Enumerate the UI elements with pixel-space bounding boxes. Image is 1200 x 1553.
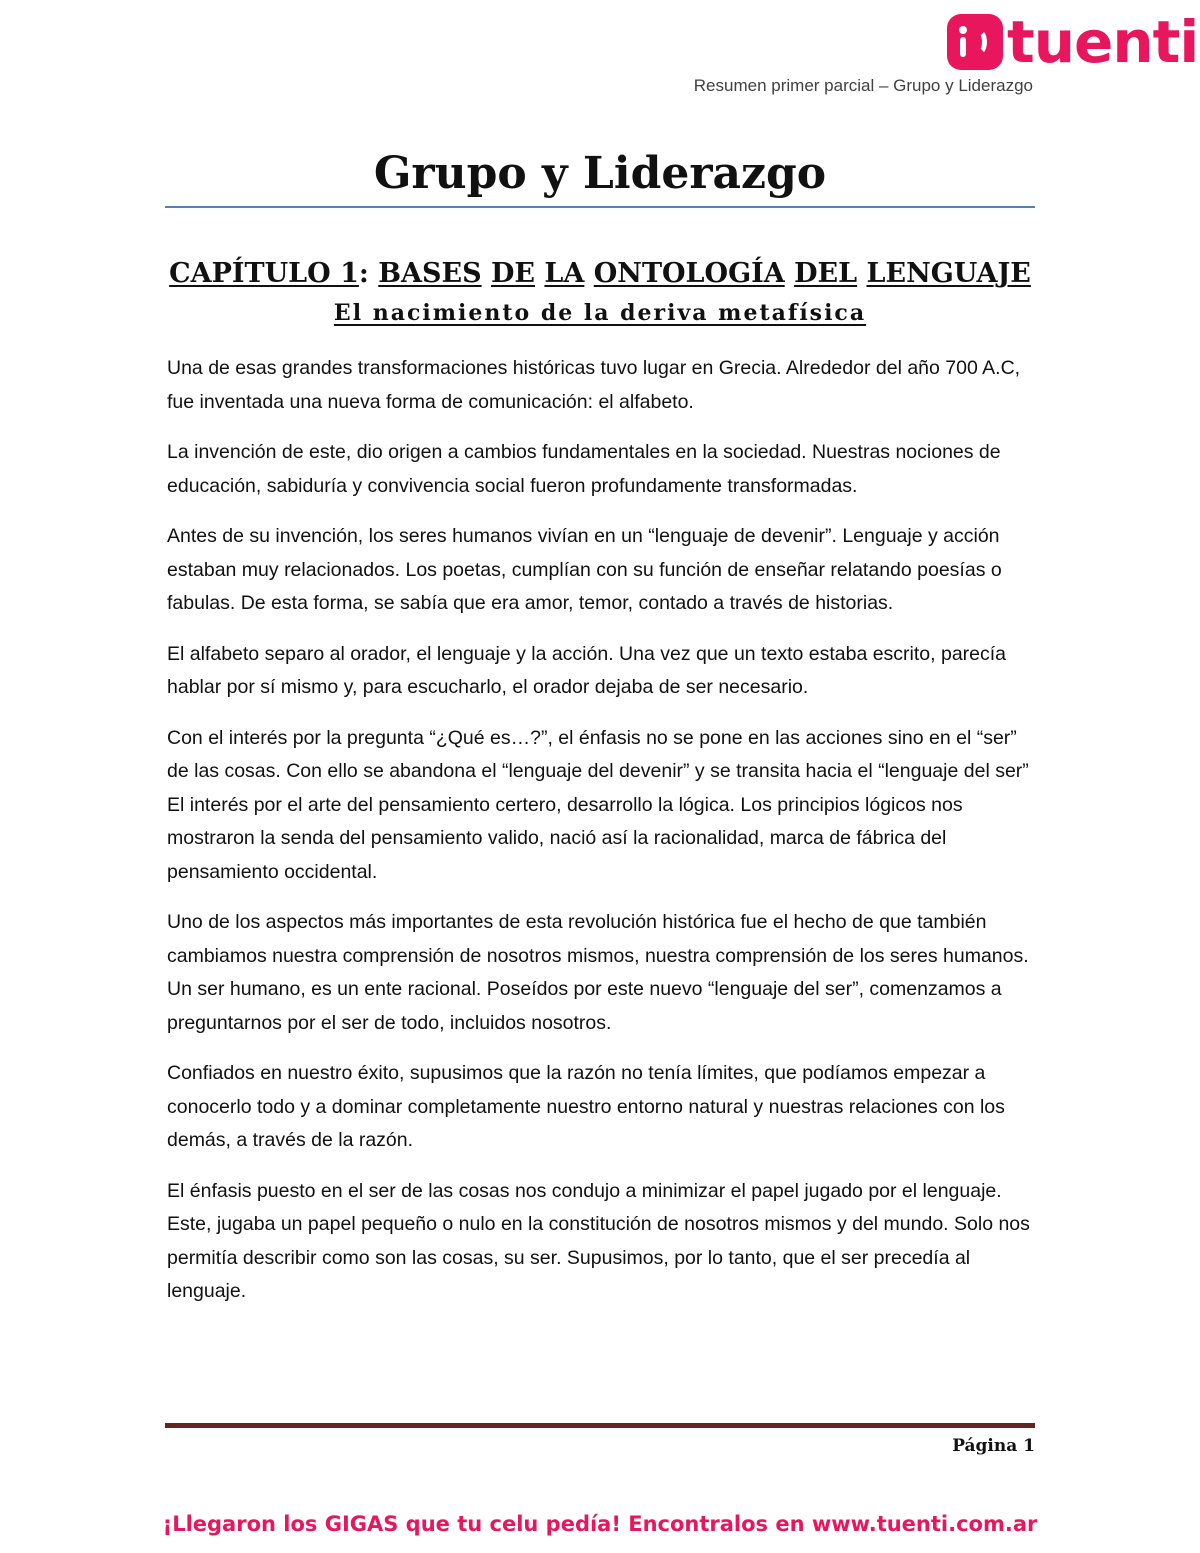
paragraph: Confiados en nuestro éxito, supusimos que la razón no tenía límites, que podíamos empezar a conocerlo todo y a dominar completamente nuestro entorno natural y nuestras relaciones con los demás, a través de la razón. (167, 1062, 1005, 1151)
paragraph: Con el interés por la pregunta “¿Qué es…?”, el énfasis no se pone en las acciones sino en el “ser” de las cosas. Con ello se abandona el “lenguaje del devenir” y se transita hacia el “lenguaje del ser” El interés por el arte del pensamiento certero, desarrollo la lógica. Los principios lógicos nos mostraron la senda del pensamiento valido, nació así la racionalidad, marca de fábrica del pensamiento occidental. (167, 726, 1029, 883)
paragraph: Antes de su invención, los seres humanos vivían en un “lenguaje de devenir”. Lenguaje y acción estaban muy relacionados. Los poetas, cumplían con su función de enseñar relatando poesías o fabulas. De esta forma, se sabía que era amor, temor, contado a través de historias. (167, 525, 1002, 614)
chapter-word: DE (491, 258, 535, 289)
chapter-word: BASES (378, 258, 482, 289)
body-text (167, 352, 1037, 1326)
tuenti-wordmark: tuenti (1007, 8, 1199, 76)
section-title: El nacimiento de la deriva metafísica (333, 300, 867, 326)
paragraph: Una de esas grandes transformaciones históricas tuvo lugar en Grecia. Alrededor del año 700 A.C, fue inventada una nueva forma de comunicación: el alfabeto. (167, 357, 1021, 413)
chapter-label: CAPÍTULO 1 (169, 258, 359, 289)
document-title: Grupo y Liderazgo (373, 148, 827, 199)
promo-banner[interactable]: ¡Llegaron los GIGAS que tu celu pedía! Encontralos en www.tuenti.com.ar (162, 1512, 1038, 1536)
paragraph: La invención de este, dio origen a cambios fundamentales en la sociedad. Nuestras nociones de educación, sabiduría y convivencia social fueron profundamente transformadas. (167, 441, 1001, 497)
tuenti-logo-icon (947, 14, 1003, 70)
paragraph: El énfasis puesto en el ser de las cosas nos condujo a minimizar el papel jugado por el lenguaje. Este, jugaba un papel pequeño o nulo en la constitución de nosotros mismos y del mundo. Solo nos permitía describir como son las cosas, su ser. Supusimos, por lo tanto, que el ser precedía al lenguaje. (167, 1179, 1030, 1302)
tuenti-logo[interactable] (947, 8, 1199, 76)
chapter-word: ONTOLOGÍA (593, 258, 785, 289)
paragraph: El alfabeto separo al orador, el lenguaje y la acción. Una vez que un texto estaba escrito, parecía hablar por sí mismo y, para escucharlo, el orador dejaba de ser necesario. (167, 642, 1007, 698)
chapter-word: DEL (794, 258, 858, 289)
page-number: Página 1 (952, 1436, 1035, 1456)
footer-divider (165, 1423, 1035, 1428)
chapter-separator: : (358, 258, 369, 289)
paragraph: Uno de los aspectos más importantes de esta revolución histórica fue el hecho de que también cambiamos nuestra comprensión de nosotros mismos, nuestra comprensión de los seres humanos. Un ser humano, es un ente racional. Poseídos por este nuevo “lenguaje del ser”, comenzamos a preguntarnos por el ser de todo, incluidos nosotros. (167, 911, 1029, 1034)
chapter-word: LENGUAJE (866, 258, 1031, 289)
chapter-word: LA (544, 258, 585, 289)
running-header: Resumen primer parcial – Grupo y Liderazgo (693, 76, 1033, 95)
chapter-heading (165, 255, 1035, 293)
title-divider (165, 206, 1035, 208)
